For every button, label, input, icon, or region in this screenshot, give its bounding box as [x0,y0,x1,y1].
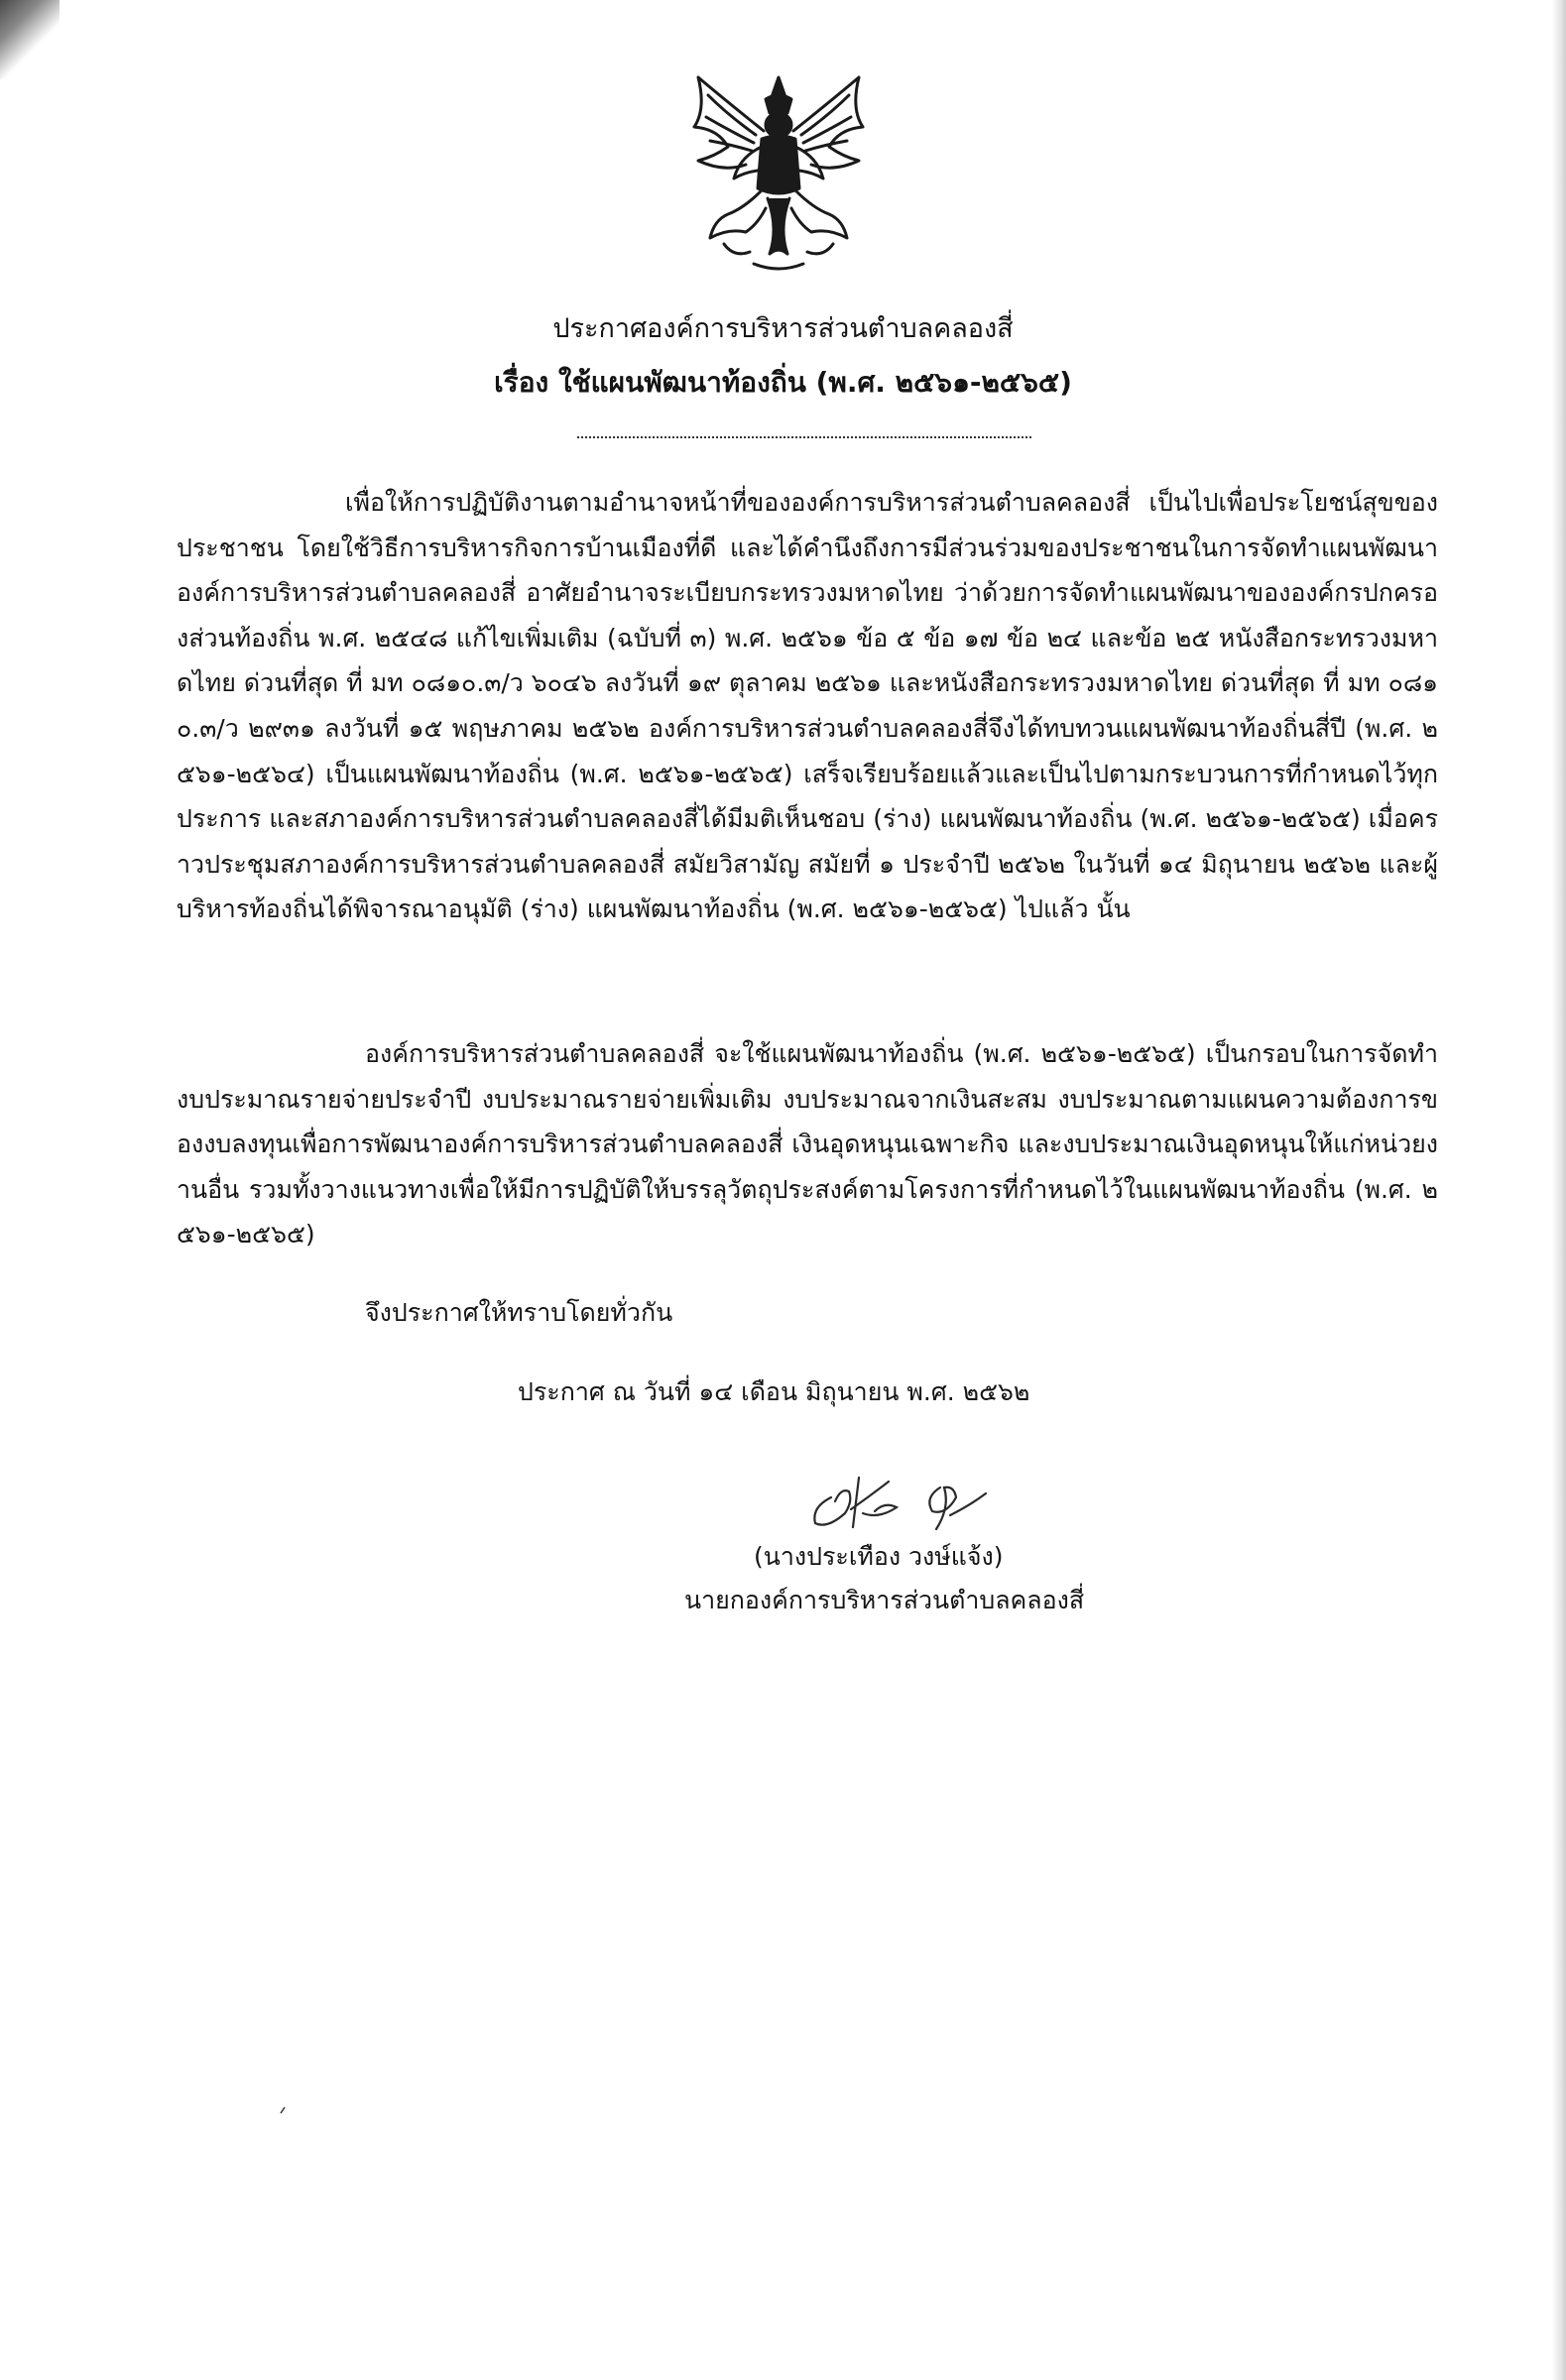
garuda-emblem-icon [684,69,873,283]
scan-corner-shadow [0,0,60,79]
announcement-title: ประกาศองค์การบริหารส่วนตำบลคลองสี่ [552,313,1014,344]
announcement-subject: เรื่อง ใช้แผนพัฒนาท้องถิ่น (พ.ศ. ๒๕๖๑-๒๕๖๕) [494,366,1072,399]
body-paragraph-2: องค์การบริหารส่วนตำบลคลองสี่ จะใช้แผนพัฒนาท้องถิ่น (พ.ศ. ๒๕๖๑-๒๕๖๕) เป็นกรอบในการจัดทำงบประมาณรายจ่ายประจำปี งบประมาณรายจ่ายเพิ่มเติม งบประมาณจากเงินสะสม งบประมาณตามแผนความต้องการของงบลงทุนเพื่อการพัฒนาองค์การบริหารส่วนตำบลคลองสี่ เงินอุดหนุนเฉพาะกิจ และงบประมาณเงินอุดหนุนให้แก่หน่วยงานอื่น รวมทั้งวางแนวทางเพื่อให้มีการปฏิบัติให้บรรลุวัตถุประสงค์ตามโครงการที่กำหนดไว้ในแผนพัฒนาท้องถิ่น (พ.ศ. ๒๕๖๑-๒๕๖๕) [177,1039,1438,1250]
scan-edge-shadow [1552,0,1566,2380]
scan-speck [279,2106,287,2114]
dotted-divider [577,436,1031,438]
announcement-date: ประกาศ ณ วันที่ ๑๔ เดือน มิถุนายน พ.ศ. ๒๕๖๒ [518,1377,1030,1406]
body-paragraph-1: เพื่อให้การปฏิบัติงานตามอำนาจหน้าที่ขององค์การบริหารส่วนตำบลคลองสี่ เป็นไปเพื่อประโยชน์สุขของประชาชน โดยใช้วิธีการบริหารกิจการบ้านเมืองที่ดี และได้คำนึงถึงการมีส่วนร่วมของประชาชนในการจัดทำแผนพัฒนาองค์การบริหารส่วนตำบลคลองสี่ อาศัยอำนาจระเบียบกระทรวงมหาดไทย ว่าด้วยการจัดทำแผนพัฒนาขององค์กรปกครองส่วนท้องถิ่น พ.ศ. ๒๕๔๘ แก้ไขเพิ่มเติม (ฉบับที่ ๓) พ.ศ. ๒๕๖๑ ข้อ ๕ ข้อ ๑๗ ข้อ ๒๔ และข้อ ๒๕ หนังสือกระทรวงมหาดไทย ด่วนที่สุด ที่ มท ๐๘๑๐.๓/ว ๖๐๔๖ ลงวันที่ ๑๙ ตุลาคม ๒๕๖๑ และหนังสือกระทรวงมหาดไทย ด่วนที่สุด ที่ มท ๐๘๑๐.๓/ว ๒๙๓๑ ลงวันที่ ๑๕ พฤษภาคม ๒๕๖๒ องค์การบริหารส่วนตำบลคลองสี่จึงได้ทบทวนแผนพัฒนาท้องถิ่นสี่ปี (พ.ศ. ๒๕๖๑-๒๕๖๔) เป็นแผนพัฒนาท้องถิ่น (พ.ศ. ๒๕๖๑-๒๕๖๕) เสร็จเรียบร้อยแล้วและเป็นไปตามกระบวนการที่กำหนดไว้ทุกประการ และสภาองค์การบริหารส่วนตำบลคลองสี่ได้มีมติเห็นชอบ (ร่าง) แผนพัฒนาท้องถิ่น (พ.ศ. ๒๕๖๑-๒๕๖๕) เมื่อคราวประชุมสภาองค์การบริหารส่วนตำบลคลองสี่ สมัยวิสามัญ สมัยที่ ๑ ประจำปี ๒๕๖๒ ในวันที่ ๑๔ มิถุนายน ๒๕๖๒ และผู้บริหารท้องถิ่นได้พิจารณาอนุมัติ (ร่าง) แผนพัฒนาท้องถิ่น (พ.ศ. ๒๕๖๑-๒๕๖๕) ไปแล้ว นั้น [177,488,1439,924]
signer-position: นายกองค์การบริหารส่วนตำบลคลองสี่ [684,1586,1085,1614]
signer-name: (นางประเทือง วงษ์แจ้ง) [754,1542,1004,1571]
handwritten-signature [801,1458,1029,1537]
closing-statement: จึงประกาศให้ทราบโดยทั่วกัน [365,1298,673,1327]
